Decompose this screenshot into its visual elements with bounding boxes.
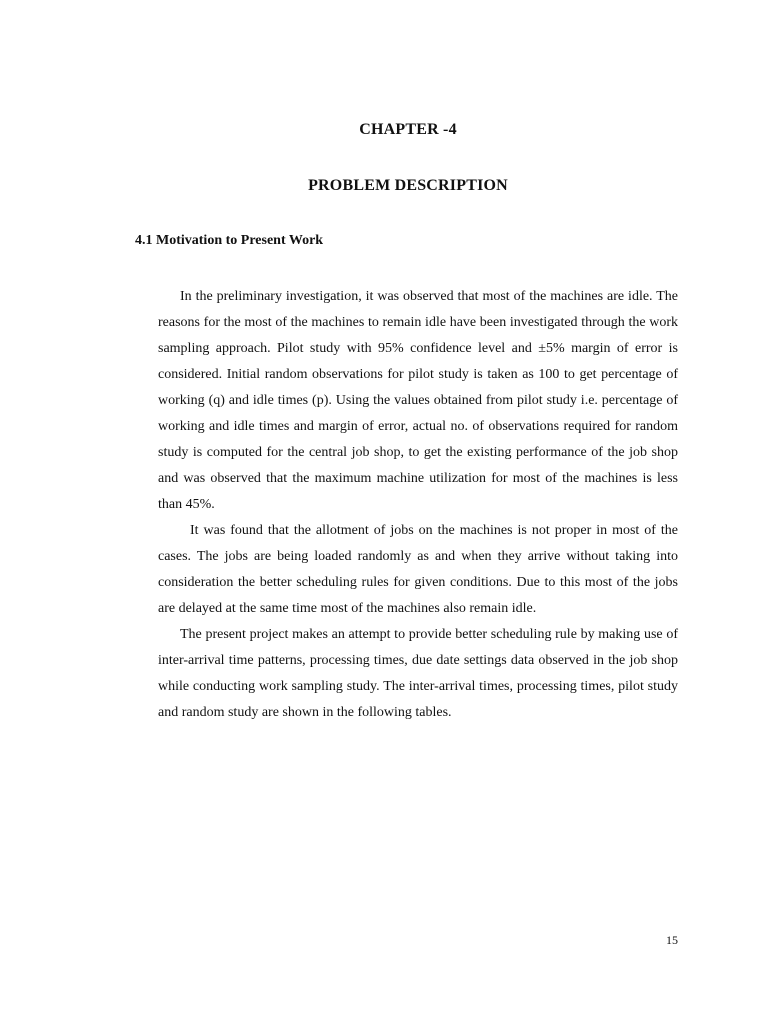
page-number: 15 xyxy=(666,933,678,947)
paragraph: It was found that the allotment of jobs on the machines is not proper in most of the cases. The jobs are being loaded randomly as and when they arrive without taking into consideration the better scheduling rules for given conditions. Due to this most of the jobs are delayed at the same time most of the machines also remain idle. xyxy=(158,523,678,616)
chapter-title: PROBLEM DESCRIPTION xyxy=(308,177,508,194)
section-heading: 4.1 Motivation to Present Work xyxy=(135,233,324,248)
chapter-heading: CHAPTER -4 xyxy=(359,121,457,138)
paragraph: The present project makes an attempt to provide better scheduling rule by making use of inter-arrival time patterns, processing times, due date settings data observed in the job shop while conducting work sampling study. The inter-arrival times, processing times, pilot study and random study are shown in the following tables. xyxy=(158,627,678,720)
section-body xyxy=(158,284,678,726)
paragraph: In the preliminary investigation, it was observed that most of the machines are idle. The reasons for the most of the machines to remain idle have been investigated through the work sampling approach. Pilot study with 95% confidence level and ±5% margin of error is considered. Initial random observations for pilot study is taken as 100 to get percentage of working (q) and idle times (p). Using the values obtained from pilot study i.e. percentage of working and idle times and margin of error, actual no. of observations required for random study is computed for the central job shop, to get the existing performance of the job shop and was observed that the maximum machine utilization for most of the machines is less than 45%. xyxy=(158,289,678,512)
